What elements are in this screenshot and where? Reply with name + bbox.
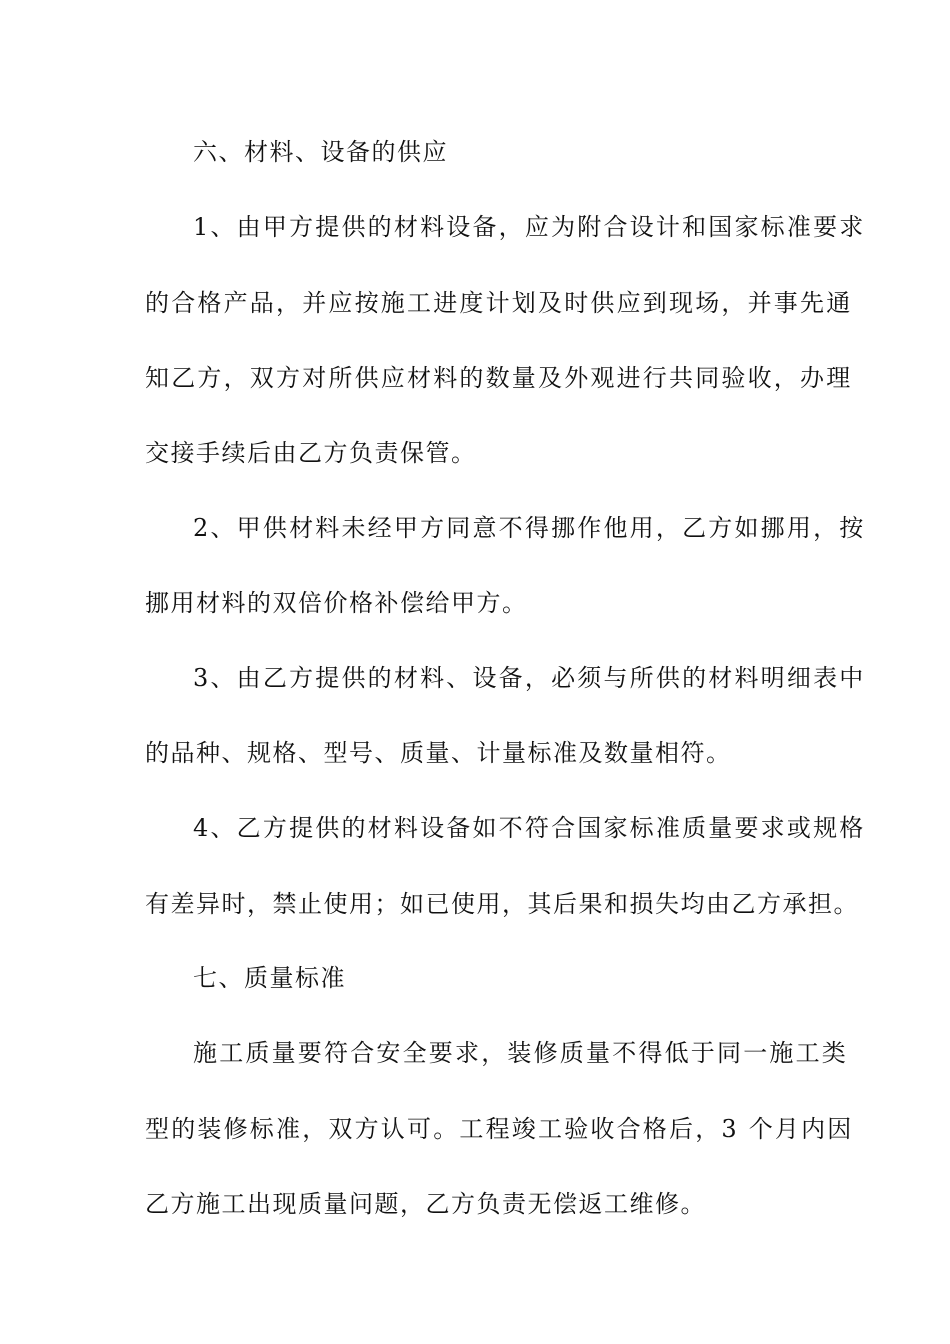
paragraph-line: 乙方施工出现质量问题，乙方负责无偿返工维修。	[145, 1190, 706, 1218]
paragraph-line: 施工质量要符合安全要求，装修质量不得低于同一施工类	[193, 1039, 848, 1067]
paragraph-line: 型的装修标准，双方认可。工程竣工验收合格后，3 个月内因	[145, 1115, 854, 1143]
paragraph-line: 交接手续后由乙方负责保管。	[145, 439, 477, 467]
paragraph-line: 4、乙方提供的材料设备如不符合国家标准质量要求或规格	[193, 814, 866, 842]
section-heading-quality: 七、质量标准	[193, 964, 346, 992]
paragraph-line: 2、甲供材料未经甲方同意不得挪作他用，乙方如挪用，按	[193, 514, 866, 542]
paragraph-line: 1、由甲方提供的材料设备，应为附合设计和国家标准要求	[193, 213, 866, 241]
paragraph-line: 的品种、规格、型号、质量、计量标准及数量相符。	[145, 739, 732, 767]
paragraph-line: 3、由乙方提供的材料、设备，必须与所供的材料明细表中	[193, 664, 866, 692]
paragraph-line: 挪用材料的双倍价格补偿给甲方。	[145, 589, 528, 617]
section-heading-materials: 六、材料、设备的供应	[193, 138, 448, 166]
paragraph-line: 知乙方，双方对所供应材料的数量及外观进行共同验收，办理	[145, 364, 853, 392]
paragraph-line: 有差异时，禁止使用；如已使用，其后果和损失均由乙方承担。	[145, 890, 859, 918]
paragraph-line: 的合格产品，并应按施工进度计划及时供应到现场，并事先通	[145, 289, 853, 317]
